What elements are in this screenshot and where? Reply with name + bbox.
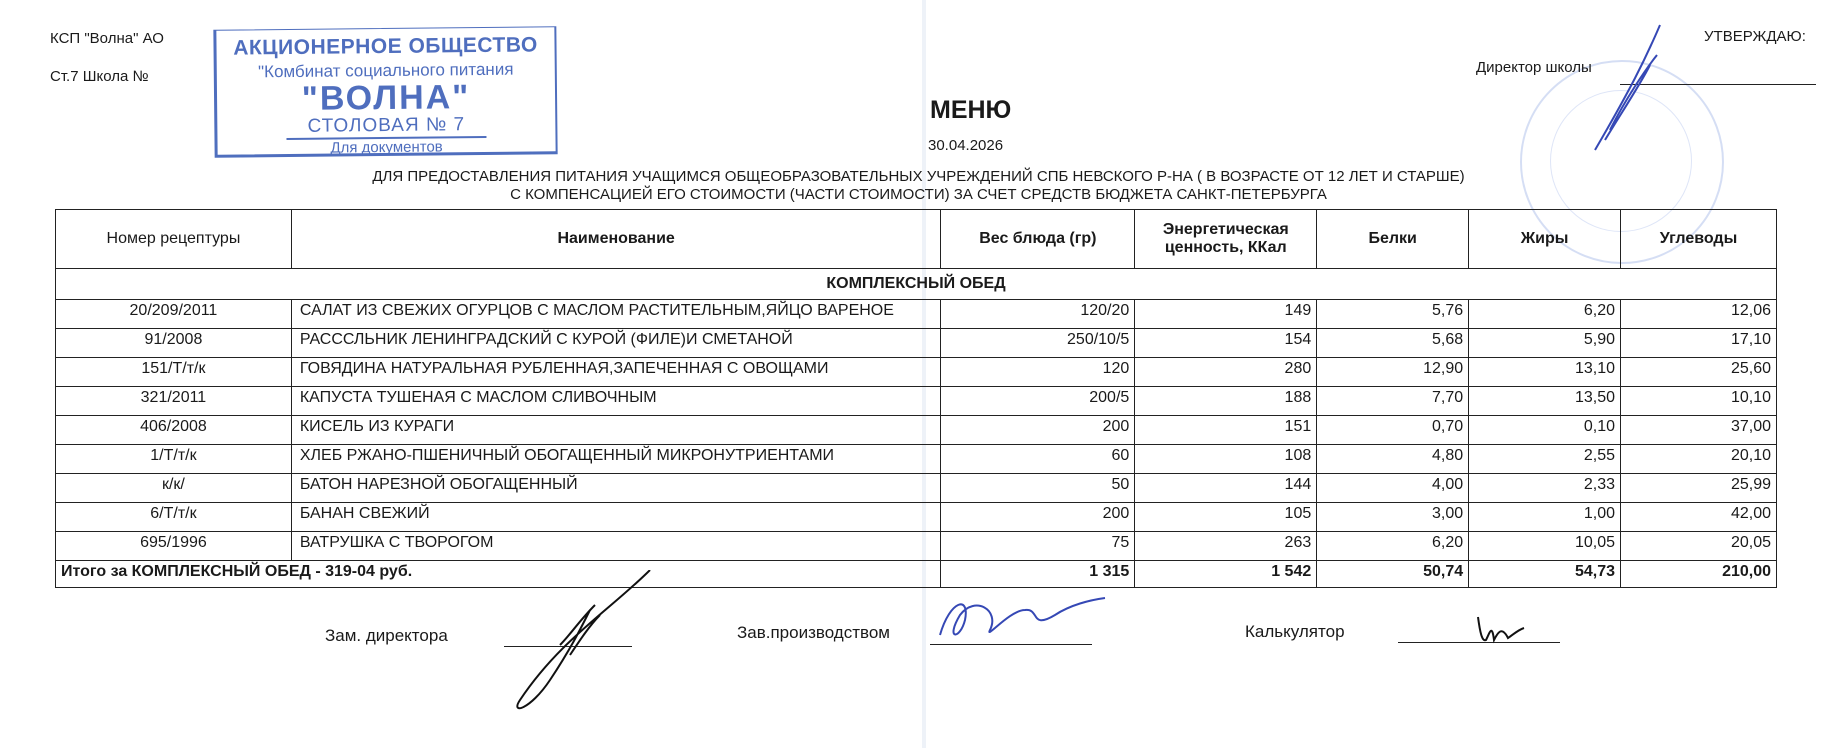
protein-cell: 0,70: [1317, 416, 1469, 445]
weight-cell: 120/20: [941, 300, 1135, 329]
stamp-line-2: "Комбинат социального питания: [257, 59, 514, 82]
energy-cell: 151: [1135, 416, 1317, 445]
director-label: Директор школы: [1476, 59, 1592, 76]
energy-cell: 105: [1135, 503, 1317, 532]
fat-cell: 13,10: [1469, 358, 1621, 387]
col-fat-header: Жиры: [1469, 210, 1621, 269]
fat-cell: 2,33: [1469, 474, 1621, 503]
stamp-line-1: АКЦИОНЕРНОЕ ОБЩЕСТВО: [233, 33, 538, 60]
table-row: [56, 358, 1777, 387]
protein-cell: 4,00: [1317, 474, 1469, 503]
table-row: [56, 474, 1777, 503]
carbs-cell: 42,00: [1621, 503, 1777, 532]
protein-cell: 12,90: [1317, 358, 1469, 387]
fat-cell: 2,55: [1469, 445, 1621, 474]
carbs-cell: 25,60: [1621, 358, 1777, 387]
carbs-cell: 12,06: [1621, 300, 1777, 329]
table-row: [56, 300, 1777, 329]
protein-cell: 4,80: [1317, 445, 1469, 474]
protein-cell: 6,20: [1317, 532, 1469, 561]
energy-cell: 154: [1135, 329, 1317, 358]
protein-cell: 5,76: [1317, 300, 1469, 329]
dish-name-cell: КИСЕЛЬ ИЗ КУРАГИ: [291, 416, 941, 445]
table-header-row: [56, 210, 1777, 269]
deputy-director-label: Зам. директора: [325, 626, 448, 645]
total-energy: 1 542: [1135, 561, 1317, 588]
calculator-label: Калькулятор: [1245, 622, 1345, 641]
stamp-line-5: Для документов: [286, 136, 486, 157]
table-row: [56, 416, 1777, 445]
dish-name-cell: КАПУСТА ТУШЕНАЯ С МАСЛОМ СЛИВОЧНЫМ: [291, 387, 941, 416]
col-energy-header: Энергетическая ценность, ККал: [1135, 210, 1317, 269]
total-label: Итого за КОМПЛЕКСНЫЙ ОБЕД - 319-04 руб.: [56, 561, 941, 588]
weight-cell: 60: [941, 445, 1135, 474]
recipe-cell: к/к/: [56, 474, 292, 503]
weight-cell: 200/5: [941, 387, 1135, 416]
energy-cell: 188: [1135, 387, 1317, 416]
recipe-cell: 406/2008: [56, 416, 292, 445]
carbs-cell: 25,99: [1621, 474, 1777, 503]
production-signature: [930, 590, 1110, 650]
weight-cell: 200: [941, 503, 1135, 532]
carbs-cell: 10,10: [1621, 387, 1777, 416]
carbs-cell: 20,05: [1621, 532, 1777, 561]
fat-cell: 5,90: [1469, 329, 1621, 358]
total-row: [56, 561, 1777, 588]
organization-stamp: [213, 26, 557, 158]
dish-name-cell: БАТОН НАРЕЗНОЙ ОБОГАЩЕННЫЙ: [291, 474, 941, 503]
recipe-cell: 321/2011: [56, 387, 292, 416]
recipe-cell: 6/Т/т/к: [56, 503, 292, 532]
protein-cell: 7,70: [1317, 387, 1469, 416]
table-body: [56, 300, 1777, 561]
energy-cell: 263: [1135, 532, 1317, 561]
col-name-header: Наименование: [291, 210, 941, 269]
recipe-cell: 91/2008: [56, 329, 292, 358]
energy-cell: 108: [1135, 445, 1317, 474]
fat-cell: 6,20: [1469, 300, 1621, 329]
section-row: [56, 269, 1777, 300]
total-protein: 50,74: [1317, 561, 1469, 588]
org-name: КСП "Волна" АО: [50, 30, 164, 47]
dish-name-cell: БАНАН СВЕЖИЙ: [291, 503, 941, 532]
weight-cell: 120: [941, 358, 1135, 387]
energy-cell: 144: [1135, 474, 1317, 503]
total-carbs: 210,00: [1621, 561, 1777, 588]
col-protein-header: Белки: [1317, 210, 1469, 269]
col-carbs-header: Углеводы: [1621, 210, 1777, 269]
recipe-cell: 20/209/2011: [56, 300, 292, 329]
director-signature: [1575, 20, 1675, 160]
stamp-line-3: "ВОЛНА": [301, 78, 471, 118]
weight-cell: 50: [941, 474, 1135, 503]
calculator-signature: [1470, 612, 1530, 646]
dish-name-cell: ВАТРУШКА С ТВОРОГОМ: [291, 532, 941, 561]
carbs-cell: 20,10: [1621, 445, 1777, 474]
energy-cell: 149: [1135, 300, 1317, 329]
protein-cell: 3,00: [1317, 503, 1469, 532]
recipe-cell: 151/Т/т/к: [56, 358, 292, 387]
menu-table: [55, 209, 1777, 588]
table-row: [56, 387, 1777, 416]
energy-cell: 280: [1135, 358, 1317, 387]
table-row: [56, 329, 1777, 358]
table-row: [56, 503, 1777, 532]
weight-cell: 200: [941, 416, 1135, 445]
carbs-cell: 37,00: [1621, 416, 1777, 445]
section-title: КОМПЛЕКСНЫЙ ОБЕД: [56, 269, 1777, 300]
table-row: [56, 532, 1777, 561]
recipe-cell: 1/Т/т/к: [56, 445, 292, 474]
dish-name-cell: РАСССЛЬНИК ЛЕНИНГРАДСКИЙ С КУРОЙ (ФИЛЕ)И СМЕТАНОЙ: [291, 329, 941, 358]
fat-cell: 0,10: [1469, 416, 1621, 445]
protein-cell: 5,68: [1317, 329, 1469, 358]
menu-date: 30.04.2026: [928, 137, 1004, 154]
canteen-line: Ст.7 Школа №: [50, 68, 149, 85]
fat-cell: 10,05: [1469, 532, 1621, 561]
fat-cell: 13,50: [1469, 387, 1621, 416]
carbs-cell: 17,10: [1621, 329, 1777, 358]
production-head-label: Зав.производством: [737, 623, 890, 642]
total-weight: 1 315: [941, 561, 1135, 588]
col-recipe-header: Номер рецептуры: [56, 210, 292, 269]
stamp-line-4: СТОЛОВАЯ № 7: [307, 114, 466, 137]
table-row: [56, 445, 1777, 474]
weight-cell: 250/10/5: [941, 329, 1135, 358]
col-weight-header: Вес блюда (гр): [941, 210, 1135, 269]
dish-name-cell: ГОВЯДИНА НАТУРАЛЬНАЯ РУБЛЕННАЯ,ЗАПЕЧЕННАЯ С ОВОЩАМИ: [291, 358, 941, 387]
recipe-cell: 695/1996: [56, 532, 292, 561]
dish-name-cell: САЛАТ ИЗ СВЕЖИХ ОГУРЦОВ С МАСЛОМ РАСТИТЕЛЬНЫМ,ЯЙЦО ВАРЕНОЕ: [291, 300, 941, 329]
subtitle-line-1: ДЛЯ ПРЕДОСТАВЛЕНИЯ ПИТАНИЯ УЧАЩИМСЯ ОБЩЕОБРАЗОВАТЕЛЬНЫХ УЧРЕЖДЕНИЙ СПБ НЕВСКОГО Р-НА ( В ВОЗРАСТЕ ОТ 12 ЛЕТ И СТАРШЕ): [372, 168, 1465, 185]
approve-label: УТВЕРЖДАЮ:: [1704, 28, 1806, 45]
dish-name-cell: ХЛЕБ РЖАНО-ПШЕНИЧНЫЙ ОБОГАЩЕННЫЙ МИКРОНУТРИЕНТАМИ: [291, 445, 941, 474]
subtitle-line-2: С КОМПЕНСАЦИЕЙ ЕГО СТОИМОСТИ (ЧАСТИ СТОИМОСТИ) ЗА СЧЕТ СРЕДСТВ БЮДЖЕТА САНКТ-ПЕТЕРБУРГА: [510, 186, 1327, 203]
page-title: МЕНЮ: [930, 96, 1012, 124]
deputy-signature: [500, 570, 660, 720]
fat-cell: 1,00: [1469, 503, 1621, 532]
total-fat: 54,73: [1469, 561, 1621, 588]
weight-cell: 75: [941, 532, 1135, 561]
